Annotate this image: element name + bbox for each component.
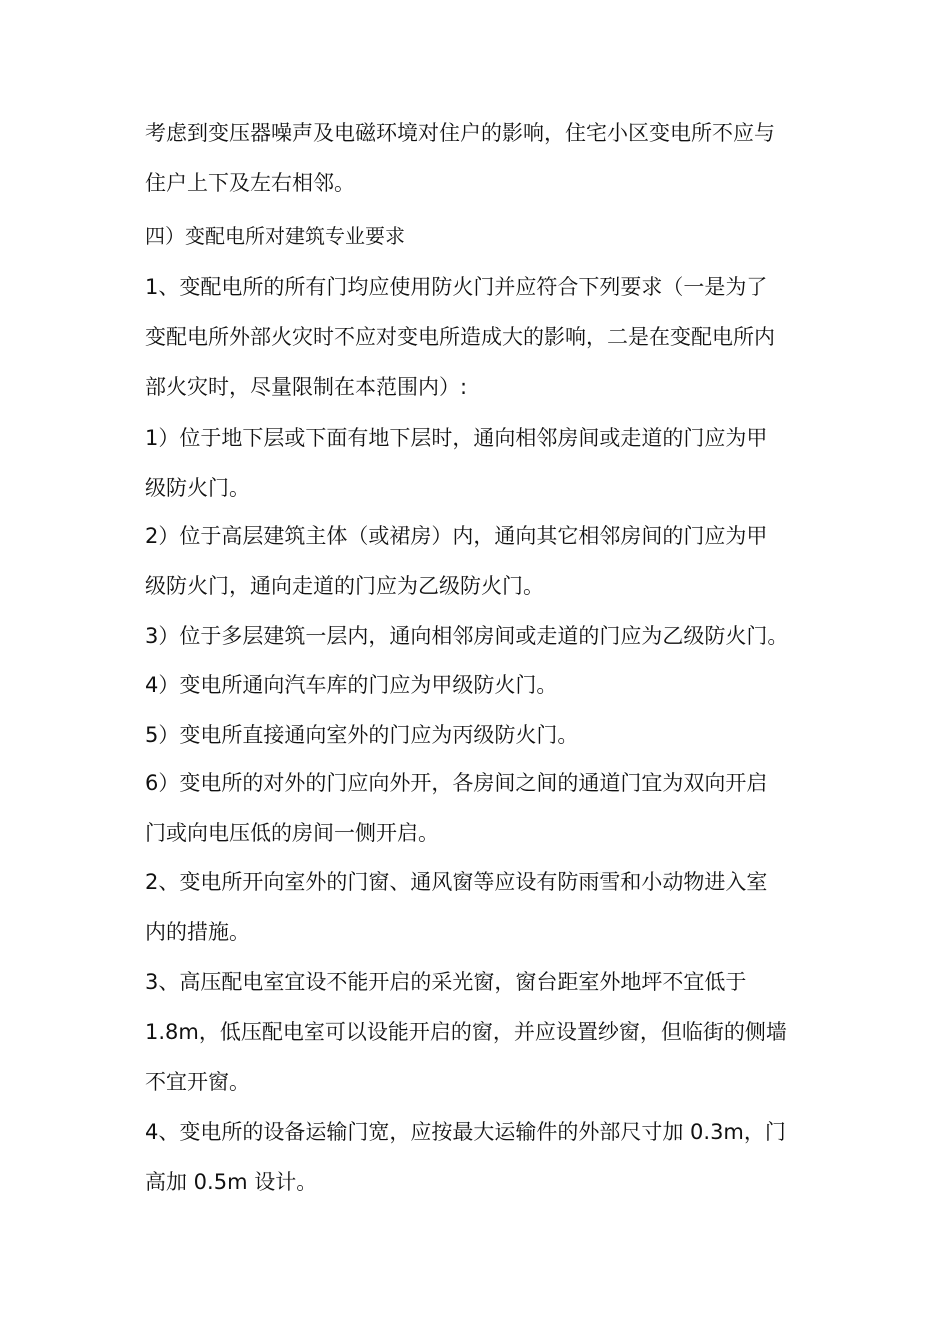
text-line: 5）变电所直接通向室外的门应为丙级防火门。 (145, 723, 579, 747)
section-heading (145, 211, 815, 261)
paragraph-sub-4 (145, 660, 815, 710)
text-line: 住户上下及左右相邻。 (145, 171, 355, 195)
paragraph-item-4 (145, 1107, 815, 1207)
text-line: 不宜开窗。 (145, 1070, 250, 1094)
text-line: 2、变电所开向室外的门窗、通风窗等应设有防雨雪和小动物进入室 (145, 870, 768, 894)
text-line: 3）位于多层建筑一层内，通向相邻房间或走道的门应为乙级防火门。 (145, 624, 789, 648)
text-line: 4、变电所的设备运输门宽，应按最大运输件的外部尺寸加 0.3m，门 (145, 1120, 786, 1144)
text-line: 6）变电所的对外的门应向外开，各房间之间的通道门宜为双向开启 (145, 771, 768, 795)
paragraph-intro (145, 108, 815, 208)
paragraph-item-1 (145, 262, 815, 412)
text-line: 四）变配电所对建筑专业要求 (145, 224, 405, 248)
text-line: 变配电所外部火灾时不应对变电所造成大的影响，二是在变配电所内 (145, 325, 775, 349)
text-line: 高加 0.5m 设计。 (145, 1170, 318, 1194)
paragraph-sub-2 (145, 511, 815, 611)
paragraph-sub-1 (145, 413, 815, 513)
text-line: 内的措施。 (145, 920, 250, 944)
paragraph-item-2 (145, 857, 815, 957)
text-line: 1、变配电所的所有门均应使用防火门并应符合下列要求（一是为了 (145, 275, 768, 299)
text-line: 级防火门，通向走道的门应为乙级防火门。 (145, 574, 544, 598)
paragraph-sub-6 (145, 758, 815, 858)
text-line: 部火灾时，尽量限制在本范围内）: (145, 375, 468, 399)
text-line: 门或向电压低的房间一侧开启。 (145, 821, 439, 845)
text-line: 级防火门。 (145, 476, 250, 500)
paragraph-item-3 (145, 957, 815, 1107)
paragraph-sub-3 (145, 611, 815, 661)
text-line: 1.8m，低压配电室可以设能开启的窗，并应设置纱窗，但临街的侧墙 (145, 1020, 787, 1044)
text-line: 4）变电所通向汽车库的门应为甲级防火门。 (145, 673, 558, 697)
text-line: 3、高压配电室宜设不能开启的采光窗，窗台距室外地坪不宜低于 (145, 970, 747, 994)
text-line: 2）位于高层建筑主体（或裙房）内，通向其它相邻房间的门应为甲 (145, 524, 768, 548)
text-line: 1）位于地下层或下面有地下层时，通向相邻房间或走道的门应为甲 (145, 426, 768, 450)
paragraph-sub-5 (145, 710, 815, 760)
text-line: 考虑到变压器噪声及电磁环境对住户的影响，住宅小区变电所不应与 (145, 121, 775, 145)
